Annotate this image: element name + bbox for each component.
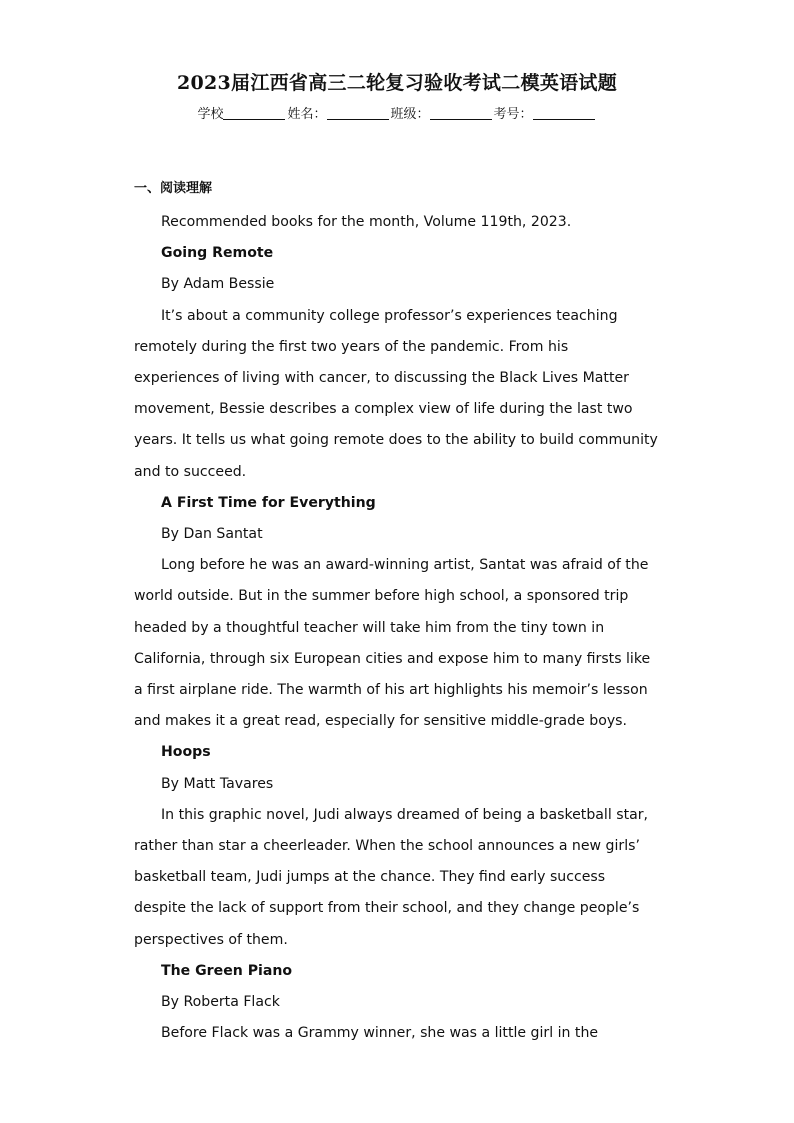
student-info-line: [0, 103, 794, 122]
school-blank[interactable]: [223, 107, 285, 120]
book-description: [134, 550, 662, 737]
class-label: 班级：: [390, 107, 430, 122]
book-author: By Roberta Flack: [161, 994, 280, 1011]
name-label: 姓名：: [287, 107, 327, 122]
page-title: 2023届江西省高三二轮复习验收考试二模英语试题: [176, 72, 618, 94]
reading-passage: [134, 207, 662, 1049]
section-heading: 一、阅读理解: [134, 181, 213, 196]
book-description: [134, 301, 662, 488]
description-line: remotely during the first two years of the pandemic. From his: [134, 338, 569, 355]
book-title: The Green Piano: [161, 962, 293, 979]
description-line: basketball team, Judi jumps at the chance. They find early success: [134, 869, 606, 886]
description-line: experiences of living with cancer, to discussing the Black Lives Matter: [134, 370, 629, 387]
description-line: perspectives of them.: [134, 931, 288, 948]
description-line: It’s about a community college professor’s experiences teaching: [161, 307, 618, 324]
book-author: By Matt Tavares: [161, 775, 274, 792]
description-line: despite the lack of support from their school, and they change people’s: [134, 900, 640, 917]
description-line: a first airplane ride. The warmth of his art highlights his memoir’s lesson: [134, 682, 648, 699]
passage-intro: Recommended books for the month, Volume 119th, 2023.: [161, 214, 572, 230]
book-author: By Adam Bessie: [161, 276, 275, 293]
school-label: 学校: [197, 107, 224, 122]
description-line: Before Flack was a Grammy winner, she was a little girl in the: [161, 1025, 599, 1042]
name-blank[interactable]: [327, 107, 389, 120]
description-line: and makes it a great read, especially for sensitive middle-grade boys.: [134, 713, 627, 730]
description-line: Long before he was an award-winning artist, Santat was afraid of the: [161, 557, 649, 574]
description-line: and to succeed.: [134, 463, 247, 480]
book-description: [134, 1018, 662, 1049]
book-title: Going Remote: [161, 245, 274, 262]
class-blank[interactable]: [430, 107, 492, 120]
description-line: headed by a thoughtful teacher will take him from the tiny town in: [134, 619, 605, 636]
description-line: years. It tells us what going remote does to the ability to build community: [134, 432, 658, 449]
book-author: By Dan Santat: [161, 526, 263, 543]
book-title: A First Time for Everything: [161, 494, 376, 511]
description-line: In this graphic novel, Judi always dreamed of being a basketball star,: [161, 806, 649, 823]
description-line: California, through six European cities and expose him to many firsts like: [134, 650, 651, 667]
description-line: rather than star a cheerleader. When the school announces a new girls’: [134, 838, 640, 855]
description-line: movement, Bessie describes a complex view of life during the last two: [134, 401, 633, 418]
exam-number-blank[interactable]: [533, 107, 595, 120]
exam-number-label: 考号：: [493, 107, 533, 122]
book-title: Hoops: [161, 744, 211, 761]
book-description: [134, 800, 662, 956]
description-line: world outside. But in the summer before high school, a sponsored trip: [134, 588, 629, 605]
